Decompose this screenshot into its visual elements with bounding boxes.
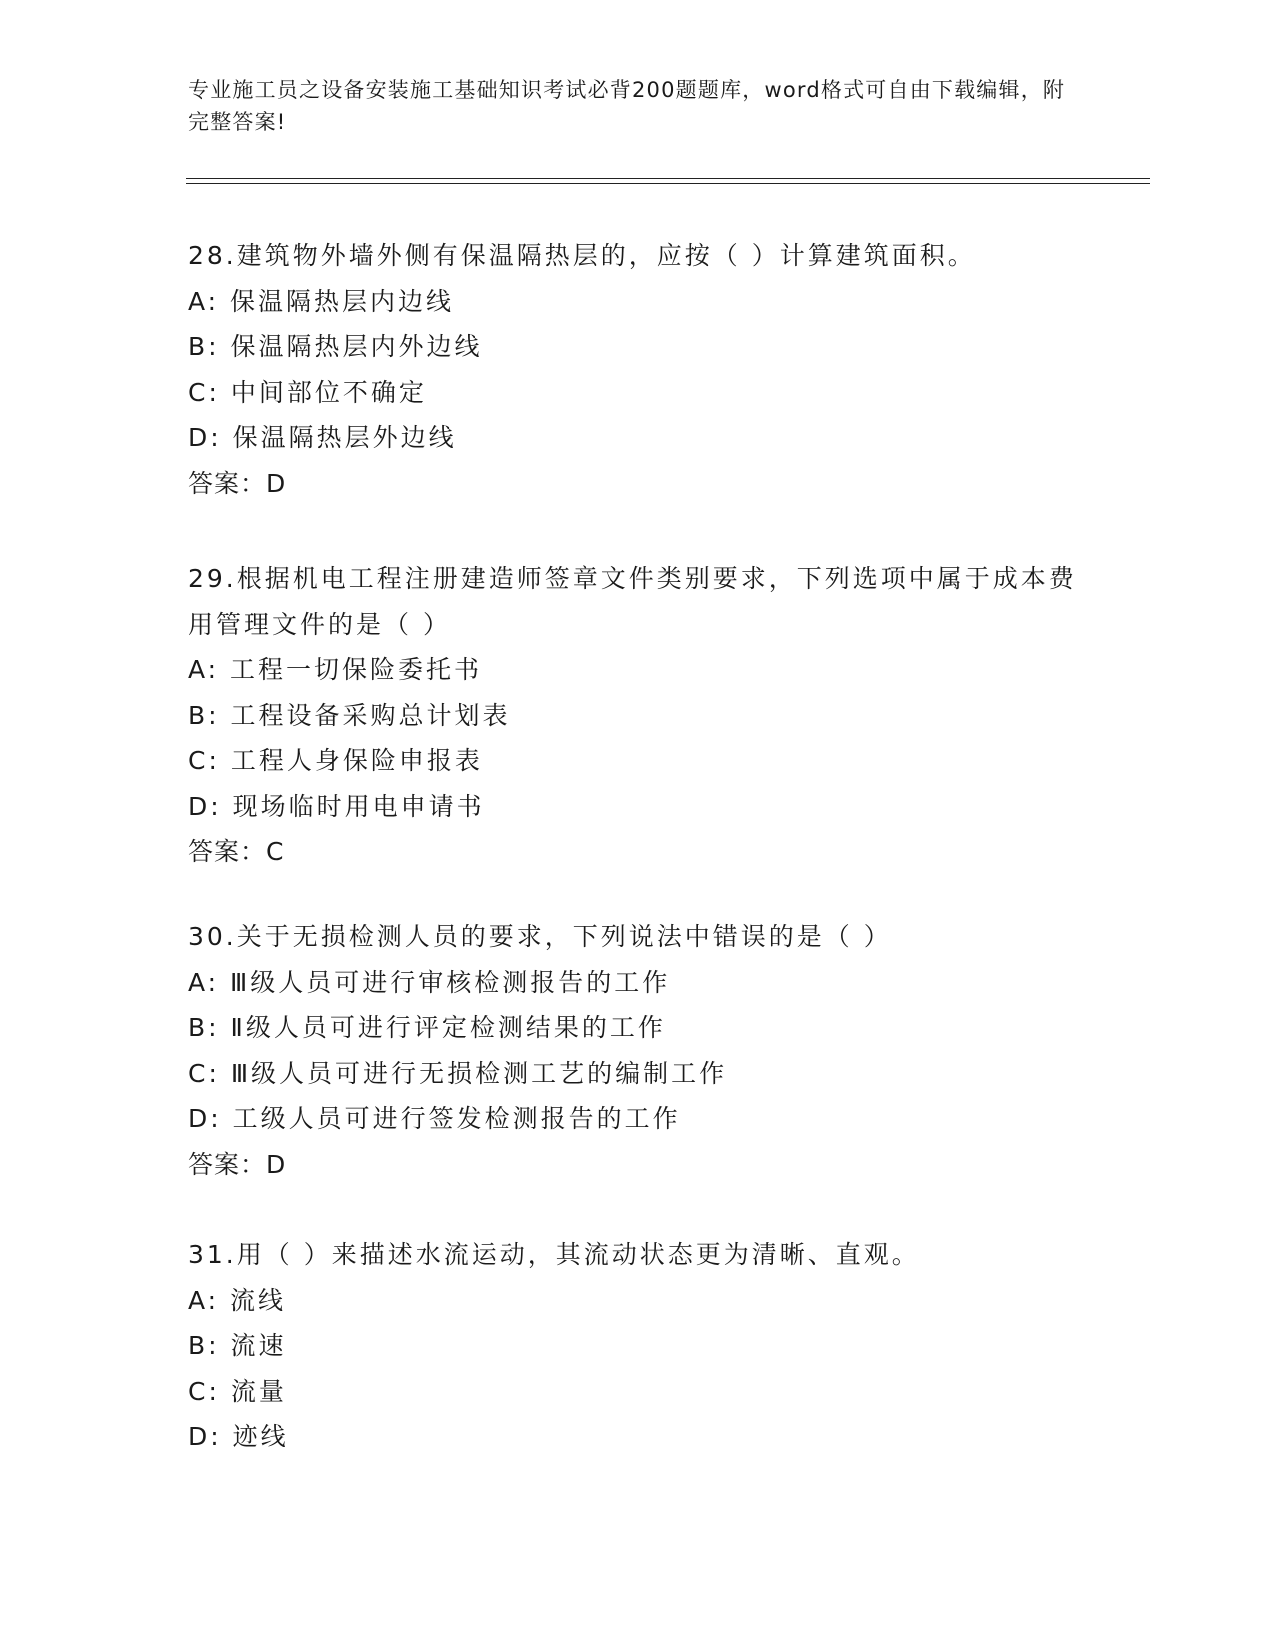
option-b: B: 工程设备采购总计划表 xyxy=(188,700,511,730)
option-d: D: 迹线 xyxy=(188,1422,289,1451)
question-stem: 28.建筑物外墙外侧有保温隔热层的，应按（ ）计算建筑面积。 xyxy=(188,241,976,270)
option-c: C: Ⅲ级人员可进行无损检测工艺的编制工作 xyxy=(188,1058,728,1088)
header-divider xyxy=(186,178,1150,179)
option-b: B: Ⅱ级人员可进行评定检测结果的工作 xyxy=(188,1013,666,1042)
option-a: A: 工程一切保险委托书 xyxy=(188,655,483,684)
question-stem: 29.根据机电工程注册建造师签章文件类别要求，下列选项中属于成本费用管理文件的是（ ） xyxy=(188,564,1077,639)
option-d: D: 工级人员可进行签发检测报告的工作 xyxy=(188,1104,681,1133)
question-31 xyxy=(188,1232,1088,1460)
option-c: C: 工程人身保险申报表 xyxy=(188,746,483,775)
question-29 xyxy=(188,556,1088,875)
question-stem: 31.用（ ）来描述水流运动，其流动状态更为清晰、直观。 xyxy=(188,1240,920,1269)
question-30 xyxy=(188,914,1088,1187)
option-d: D: 现场临时用电申请书 xyxy=(188,791,485,821)
option-b: B: 流速 xyxy=(188,1331,287,1360)
answer-line: 答案：C xyxy=(188,837,285,866)
option-a: A: 流线 xyxy=(188,1285,287,1315)
question-28 xyxy=(188,233,1088,506)
question-stem: 30.关于无损检测人员的要求，下列说法中错误的是（ ） xyxy=(188,922,892,951)
header-divider-second xyxy=(186,183,1150,184)
option-c: C: 流量 xyxy=(188,1376,287,1406)
answer-line: 答案：D xyxy=(188,468,287,498)
option-b: B: 保温隔热层内外边线 xyxy=(188,332,483,361)
header-title: 专业施工员之设备安装施工基础知识考试必背200题题库，word格式可自由下载编辑，附完整答案! xyxy=(188,78,1066,134)
option-a: A: Ⅲ级人员可进行审核检测报告的工作 xyxy=(188,967,671,997)
answer-line: 答案：D xyxy=(188,1149,287,1179)
option-a: A: 保温隔热层内边线 xyxy=(188,286,455,316)
option-c: C: 中间部位不确定 xyxy=(188,377,427,407)
option-d: D: 保温隔热层外边线 xyxy=(188,423,457,452)
document-header xyxy=(188,74,1068,138)
